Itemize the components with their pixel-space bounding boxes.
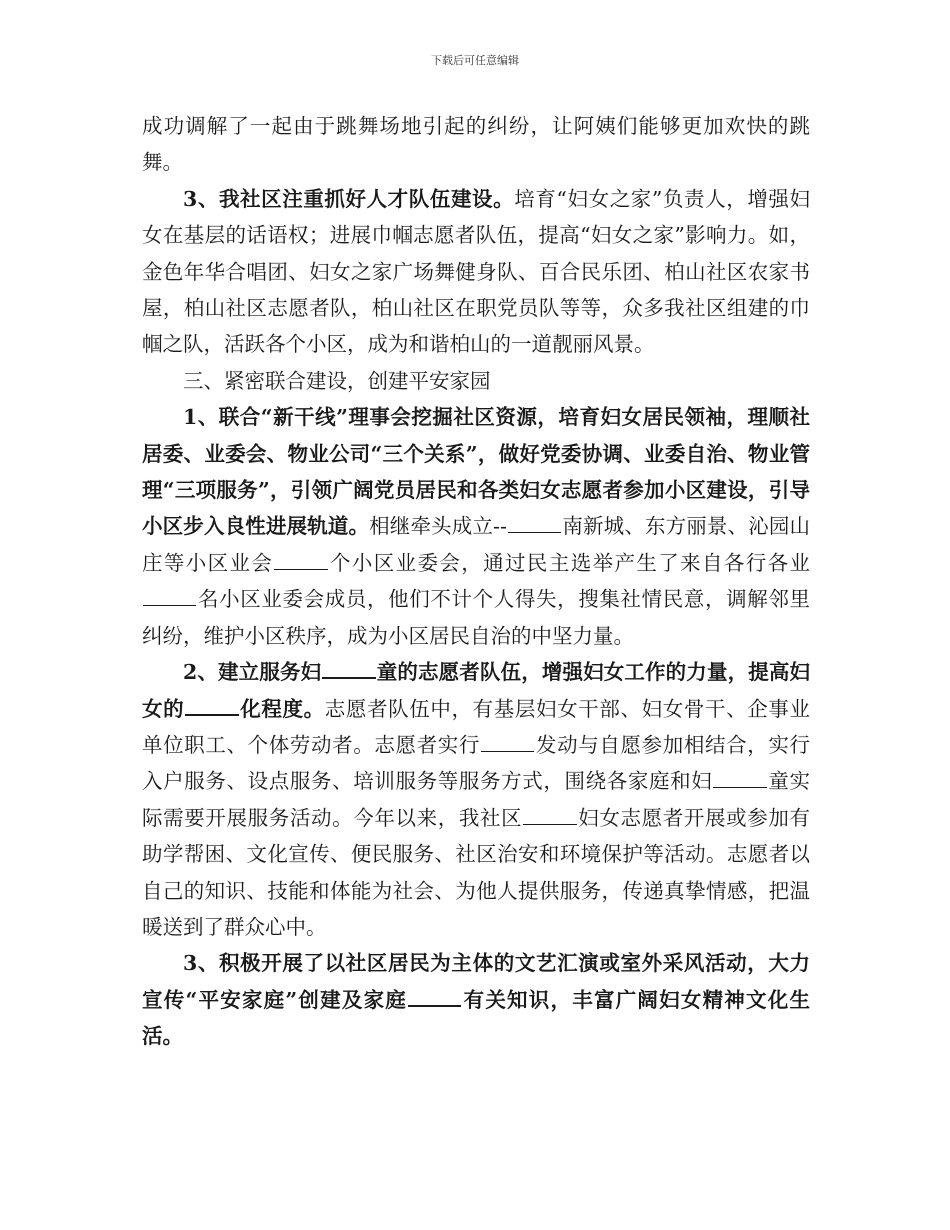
paragraph-volunteer-team: [142, 654, 810, 945]
paragraph-lead: 有关知识，丰富广阔妇女精神文化生活。: [142, 987, 810, 1049]
blank-underline: [322, 659, 375, 679]
paragraph-text: 南新城、东方丽景、沁园山庄等小区业会: [142, 514, 811, 575]
paragraph-text: 童实际需要开展服务活动。今年以来，我社区: [142, 769, 811, 830]
paragraph-lead: 童的志愿者队伍，增强妇女工作的力量，提高妇女的: [142, 660, 811, 721]
blank-underline: [713, 769, 766, 788]
paragraph-cultural-activities: [142, 945, 810, 1054]
paragraph-talent-team: [142, 181, 810, 363]
blank-underline: [508, 514, 561, 533]
paragraph-lead: 3、积极开展了以社区居民为主体的文艺汇演或室外采风活动，大力宣传“平安家庭”创建及家庭: [142, 951, 810, 1012]
blank-underline: [481, 732, 534, 751]
paragraph-lead: 3、我社区注重抓好人才队伍建设。: [183, 186, 515, 211]
section-heading-text: 三、紧密联合建设，创建平安家园: [183, 368, 491, 393]
document-body: [142, 108, 810, 1055]
paragraph-lead: 化程度。: [239, 696, 325, 721]
paragraph-text: 发动与自愿参加相结合，实行入户服务、设点服务、培训服务等服务方式，围绕各家庭和妇: [142, 732, 811, 794]
paragraph-text: 妇女志愿者开展或参加有助学帮困、文化宣传、便民服务、社区治安和环境保护等活动。志愿者以自己的知识、技能和体能为社会、为他人提供服务，传递真挚情感，把温暖送到了群众心中。: [142, 805, 811, 939]
blank-underline: [274, 550, 327, 569]
paragraph-lead: 2、建立服务妇: [183, 660, 322, 685]
paragraph-text: 志愿者队伍中，有基层妇女干部、妇女骨干、企事业单位职工、个体劳动者。志愿者实行: [142, 696, 811, 757]
blank-underline: [143, 587, 196, 606]
paragraph-joint-building: [142, 399, 810, 654]
page-header: 下载后可任意编辑: [431, 54, 519, 67]
blank-underline: [523, 805, 576, 824]
paragraph-lead: 1、联合“新干线”理事会挖掘社区资源，培育妇女居民领袖，理顺社居委、业委会、物业公司“三个关系”，做好党委协调、业委自治、物业管理“三项服务”，引领广阔党员居民和各类妇女志愿者参加小区建设，引导小区步入良性进展轨道。: [142, 405, 810, 539]
blank-underline: [185, 695, 238, 715]
paragraph-text: 个小区业委会，通过民主选举产生了来自各行各业: [328, 550, 811, 575]
paragraph-text: 成功调解了一起由于跳舞场地引起的纠纷，让阿姨们能够更加欢快的跳舞。: [142, 114, 810, 175]
paragraph-text: 培育“妇女之家”负责人，增强妇女在基层的话语权；进展巾帼志愿者队伍，提高“妇女之家”影响力。如，金色年华合唱团、妇女之家广场舞健身队、百合民乐团、柏山社区农家书屋，柏山社区志愿者队，柏山社区在职党员队等等，众多我社区组建的巾帼之队，活跃各个小区，成为和谐柏山的一道靓丽风景。: [142, 186, 811, 357]
paragraph-text: 名小区业委会成员，他们不计个人得失，搜集社情民意，调解邻里纠纷，维护小区秩序，成为小区居民自治的中坚力量。: [142, 587, 810, 648]
section-heading: [142, 363, 810, 399]
paragraph-text: 相继牵头成立--: [369, 514, 507, 539]
paragraph-continuation: [142, 108, 810, 181]
blank-underline: [408, 986, 461, 1006]
